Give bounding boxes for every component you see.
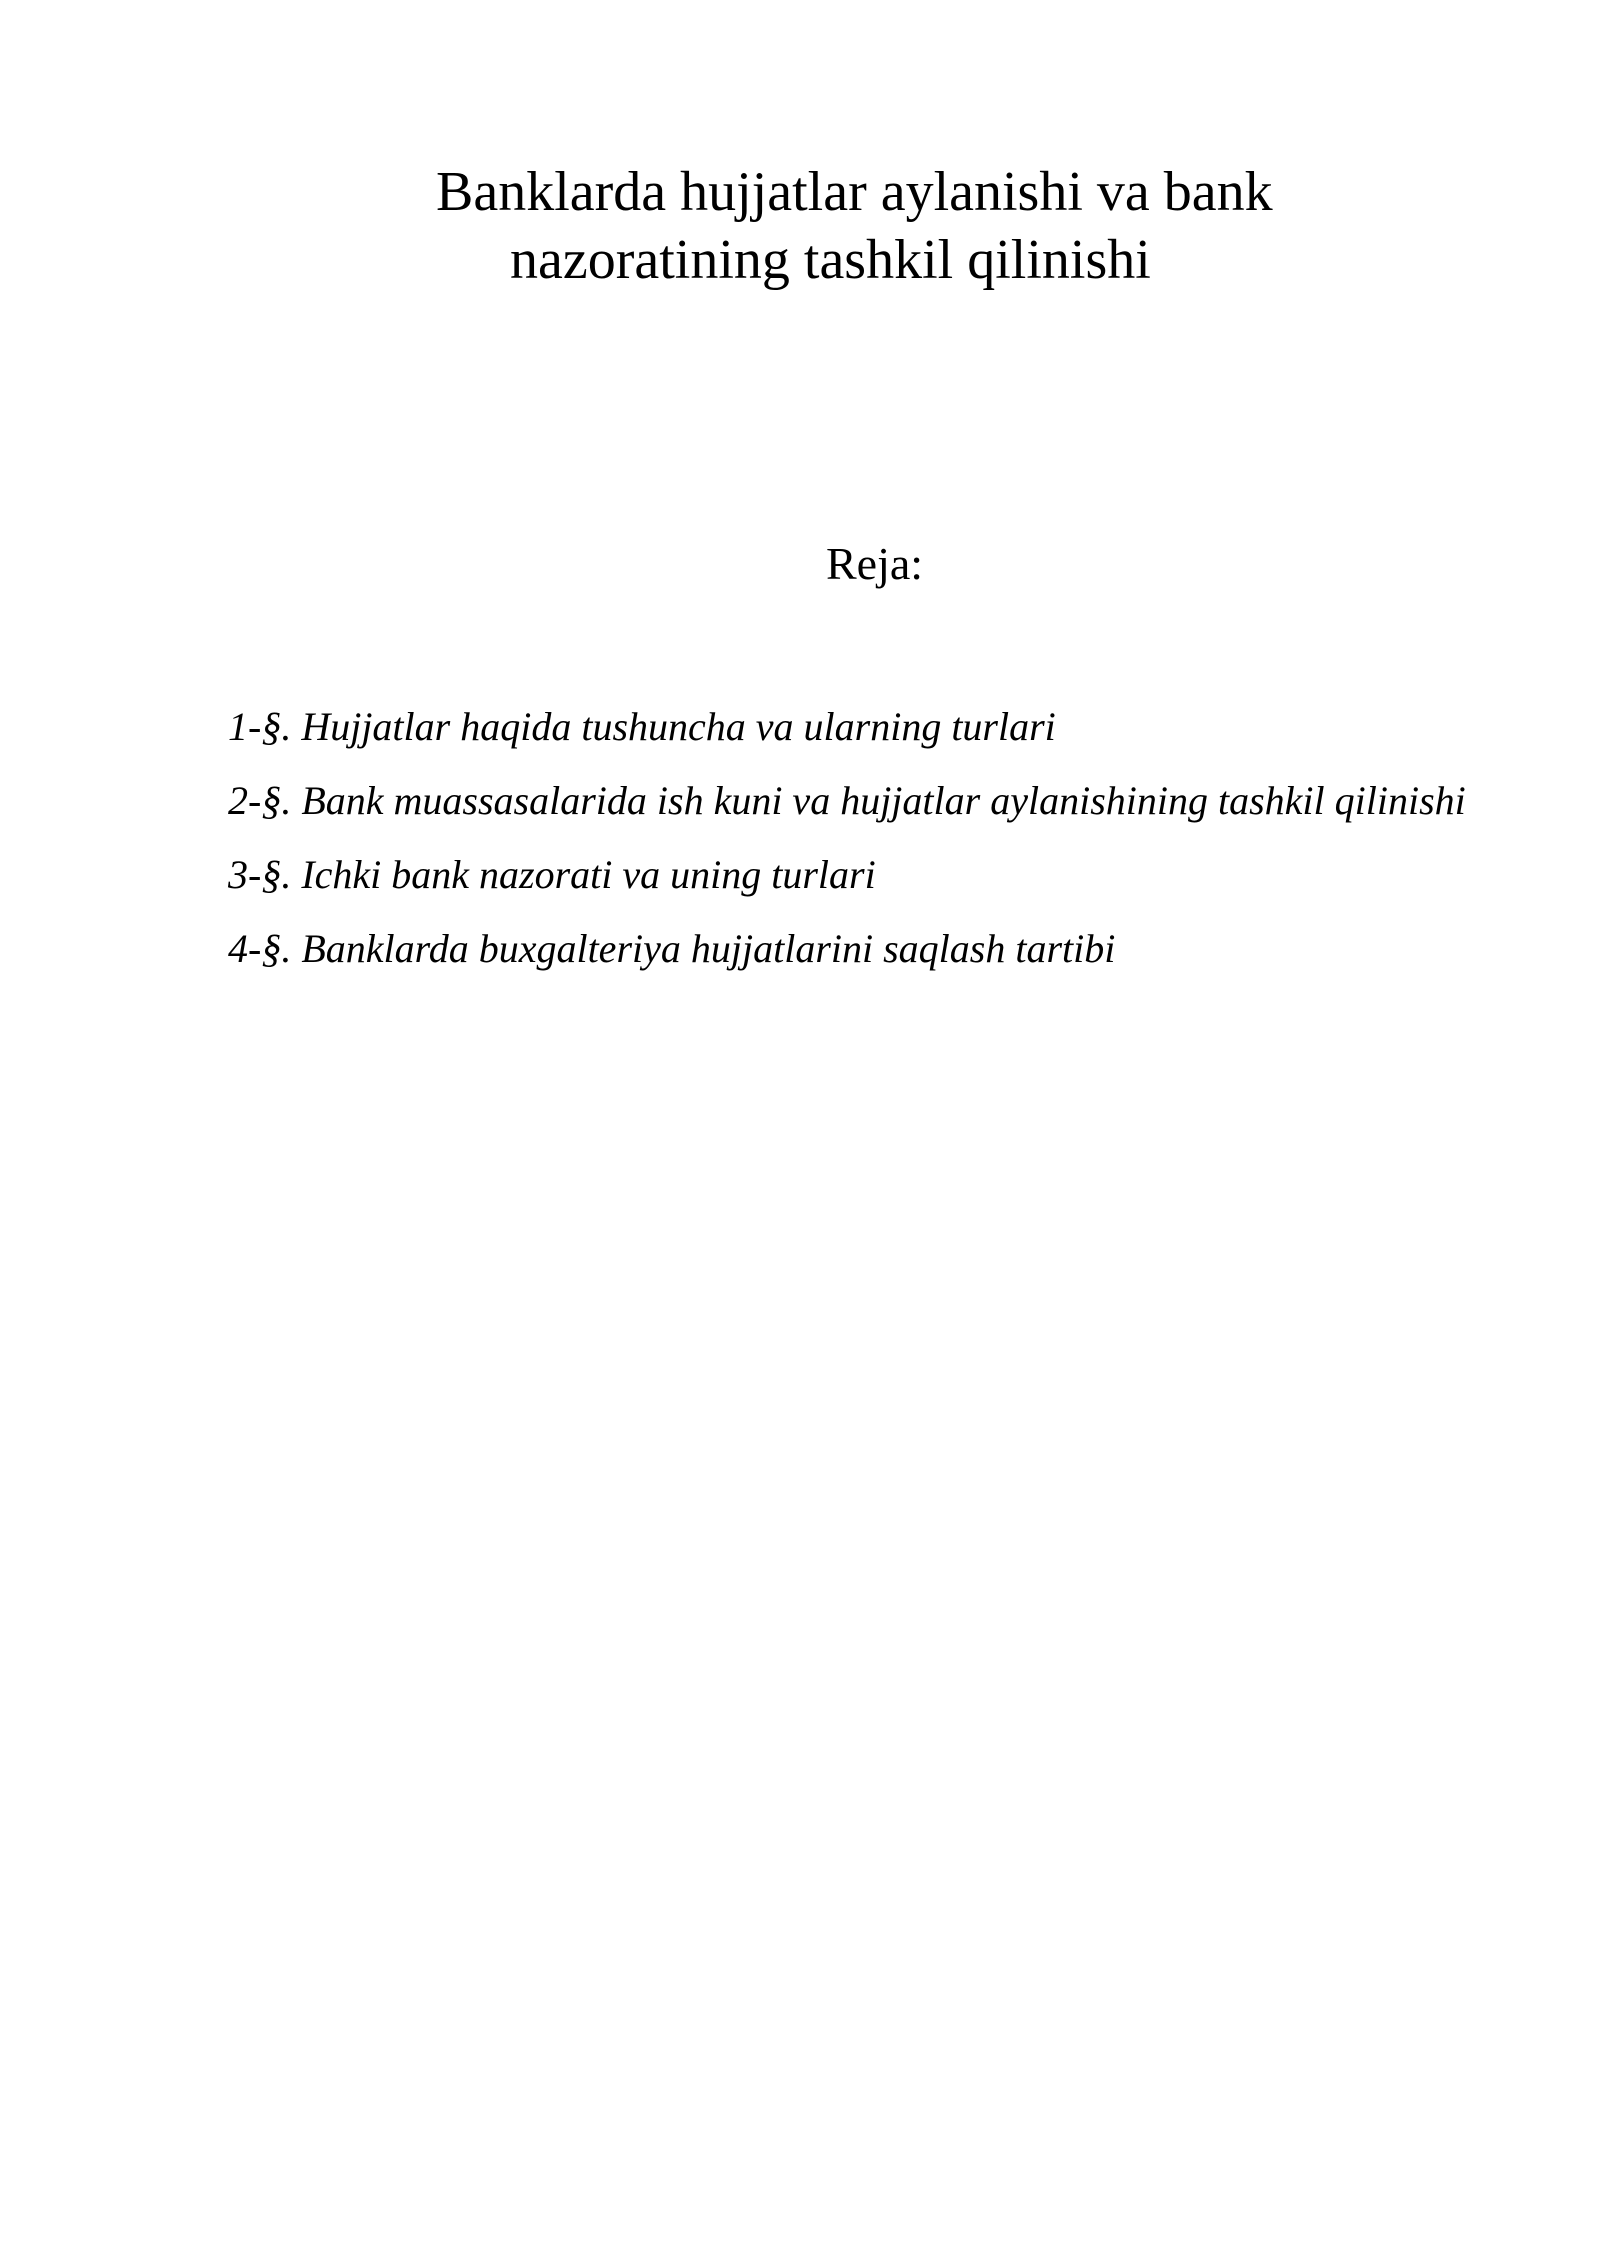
plan-heading: Reja: xyxy=(826,538,924,589)
plan-item-1: 1-§. Hujjatlar haqida tushuncha va ularning turlari xyxy=(228,704,1056,749)
title-line-2: nazoratining tashkil qilinishi xyxy=(510,229,1151,291)
plan-item-2: 2-§. Bank muassasalarida ish kuni va hujjatlar aylanishining tashkil qilinishi xyxy=(228,778,1466,823)
plan-item-3: 3-§. Ichki bank nazorati va uning turlari xyxy=(228,852,876,897)
plan-item-4: 4-§. Banklarda buxgalteriya hujjatlarini saqlash tartibi xyxy=(228,926,1116,971)
title-line-1: Banklarda hujjatlar aylanishi va bank xyxy=(436,161,1273,223)
plan-list xyxy=(228,690,1468,986)
document-title xyxy=(380,158,1380,294)
